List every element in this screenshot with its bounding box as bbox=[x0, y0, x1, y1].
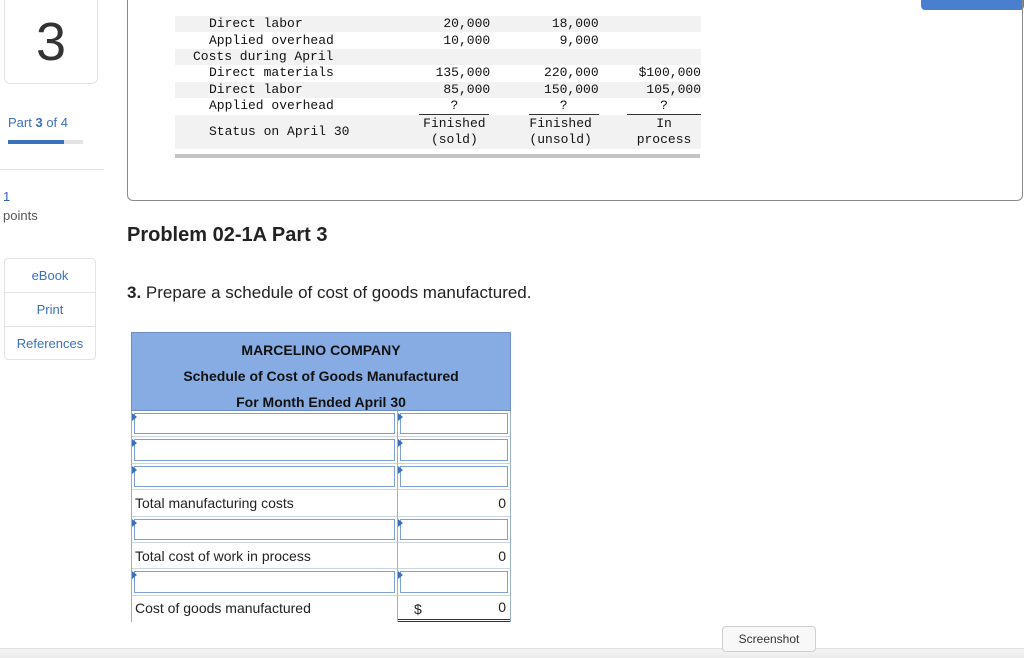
cell-c3 bbox=[599, 16, 701, 32]
part-current: 3 bbox=[35, 115, 43, 130]
schedule-header bbox=[131, 332, 511, 411]
label-dropdown[interactable] bbox=[134, 571, 395, 592]
status-label: Status on April 30 bbox=[175, 115, 419, 149]
status-c2 bbox=[490, 115, 598, 149]
amount-cell bbox=[398, 517, 510, 543]
table-row bbox=[175, 32, 701, 48]
label-dropdown[interactable] bbox=[134, 413, 395, 434]
cell-c2 bbox=[490, 98, 598, 115]
cell-c1: 10,000 bbox=[443, 32, 491, 48]
screenshot-button[interactable]: Screenshot bbox=[722, 626, 816, 652]
points-label: points bbox=[3, 208, 38, 223]
amount-input[interactable] bbox=[400, 413, 508, 434]
cell-c2: 150,000 bbox=[490, 82, 598, 98]
part-indicator bbox=[8, 115, 68, 130]
label-cell bbox=[132, 464, 398, 490]
cell-c2-value: ? bbox=[529, 98, 599, 115]
table-row bbox=[175, 82, 701, 98]
question-number bbox=[4, 0, 98, 84]
cogm-value: 0 bbox=[498, 599, 506, 616]
status-c1 bbox=[419, 115, 491, 149]
problem-data-box bbox=[127, 0, 1023, 201]
cell-c1: 20,000 bbox=[419, 16, 491, 32]
bottom-bar bbox=[0, 648, 1024, 658]
row-label: Direct labor bbox=[175, 82, 419, 98]
table-row bbox=[175, 98, 701, 115]
total-manufacturing-costs-row bbox=[131, 490, 511, 516]
input-marker-icon bbox=[398, 413, 403, 421]
instruction bbox=[127, 283, 531, 303]
schedule-input-row bbox=[131, 437, 511, 463]
currency-symbol: $ bbox=[414, 600, 422, 617]
row-label: Direct labor bbox=[175, 16, 419, 32]
schedule-input-row bbox=[131, 411, 511, 437]
schedule-input-row bbox=[131, 517, 511, 543]
cell-c2 bbox=[490, 49, 598, 65]
amount-cell bbox=[398, 411, 510, 437]
resource-buttons bbox=[4, 258, 96, 360]
input-marker-icon bbox=[398, 439, 403, 447]
cell-c3 bbox=[599, 49, 701, 65]
cell-c3: $100,000 bbox=[638, 65, 701, 81]
dropdown-marker-icon bbox=[132, 571, 137, 579]
dropdown-marker-icon bbox=[132, 466, 137, 474]
total-wip-row bbox=[131, 543, 511, 569]
dropdown-marker-icon bbox=[132, 519, 137, 527]
schedule-title: Schedule of Cost of Goods Manufactured bbox=[183, 368, 459, 384]
ebook-button[interactable]: eBook bbox=[5, 259, 95, 293]
schedule-input-row bbox=[131, 569, 511, 595]
status-c1-line1: Finished bbox=[423, 115, 486, 131]
cell-c2: 18,000 bbox=[490, 16, 598, 32]
input-marker-icon bbox=[398, 571, 403, 579]
total-wip-label: Total cost of work in process bbox=[132, 543, 398, 569]
cogm-amount-cell bbox=[398, 596, 510, 622]
amount-input[interactable] bbox=[400, 571, 508, 592]
question-number-text: 3 bbox=[35, 11, 67, 72]
cell-c1: 135,000 bbox=[435, 65, 491, 81]
row-label: Applied overhead bbox=[209, 32, 334, 48]
status-c3-line2: process bbox=[636, 131, 692, 147]
part-prefix: Part bbox=[8, 115, 32, 130]
cell-c1 bbox=[419, 98, 491, 115]
input-marker-icon bbox=[398, 519, 403, 527]
input-marker-icon bbox=[398, 466, 403, 474]
amount-input[interactable] bbox=[400, 519, 508, 540]
cell-c1 bbox=[419, 49, 491, 65]
amount-input[interactable] bbox=[400, 466, 508, 487]
rail-divider bbox=[0, 169, 104, 170]
label-cell bbox=[132, 411, 398, 437]
label-dropdown[interactable] bbox=[134, 466, 395, 487]
table-bottom-rule bbox=[175, 154, 700, 158]
label-cell bbox=[132, 569, 398, 595]
amount-cell bbox=[398, 569, 510, 595]
problem-title: Problem 02-1A Part 3 bbox=[127, 224, 328, 246]
label-dropdown[interactable] bbox=[134, 439, 395, 460]
part-progress-bar bbox=[8, 140, 83, 144]
total-manufacturing-costs-label: Total manufacturing costs bbox=[132, 490, 398, 516]
amount-cell bbox=[398, 464, 510, 490]
cell-c3 bbox=[599, 32, 701, 48]
schedule-input-row bbox=[131, 464, 511, 490]
cell-c3-value: ? bbox=[627, 98, 701, 115]
label-cell bbox=[132, 437, 398, 463]
table-row bbox=[175, 65, 701, 81]
cell-c1: 85,000 bbox=[419, 82, 491, 98]
table-row bbox=[175, 16, 701, 32]
cell-c3: 105,000 bbox=[599, 82, 701, 98]
schedule-period: For Month Ended April 30 bbox=[236, 394, 406, 410]
cogm-label: Cost of goods manufactured bbox=[132, 596, 398, 622]
problem-data-table bbox=[175, 16, 701, 149]
status-c2-line1: Finished bbox=[529, 115, 592, 131]
part-progress-fill bbox=[8, 140, 64, 144]
schedule-cogm bbox=[131, 332, 511, 622]
status-c3-line1: In bbox=[656, 115, 672, 131]
instruction-number: 3. bbox=[127, 283, 142, 302]
table-row bbox=[175, 49, 701, 65]
label-cell bbox=[132, 517, 398, 543]
dropdown-marker-icon bbox=[132, 413, 137, 421]
cell-c1-value: ? bbox=[419, 98, 489, 115]
status-c3 bbox=[599, 115, 701, 149]
amount-input[interactable] bbox=[400, 439, 508, 460]
row-label: Direct materials bbox=[209, 65, 334, 81]
amount-cell bbox=[398, 437, 510, 463]
instruction-text: Prepare a schedule of cost of goods manufactured. bbox=[141, 283, 532, 302]
print-button[interactable]: Print bbox=[5, 293, 95, 327]
points-value: 1 bbox=[3, 189, 11, 204]
cogm-row bbox=[131, 596, 511, 622]
label-dropdown[interactable] bbox=[134, 519, 395, 540]
cell-c3 bbox=[599, 98, 701, 115]
cell-c2: 9,000 bbox=[559, 32, 599, 48]
status-row bbox=[175, 115, 701, 149]
company-name: MARCELINO COMPANY bbox=[241, 342, 401, 358]
cell-c2: 220,000 bbox=[544, 65, 599, 81]
part-of: of 4 bbox=[46, 115, 69, 130]
total-manufacturing-costs-value: 0 bbox=[398, 490, 510, 516]
status-c1-line2: (sold) bbox=[430, 131, 478, 147]
row-label: Applied overhead bbox=[209, 98, 334, 114]
references-button[interactable]: References bbox=[16, 335, 84, 351]
total-wip-value: 0 bbox=[398, 543, 510, 569]
row-label: Costs during April bbox=[175, 49, 419, 65]
dropdown-marker-icon bbox=[132, 439, 137, 447]
status-c2-line2: (unsold) bbox=[529, 131, 592, 147]
